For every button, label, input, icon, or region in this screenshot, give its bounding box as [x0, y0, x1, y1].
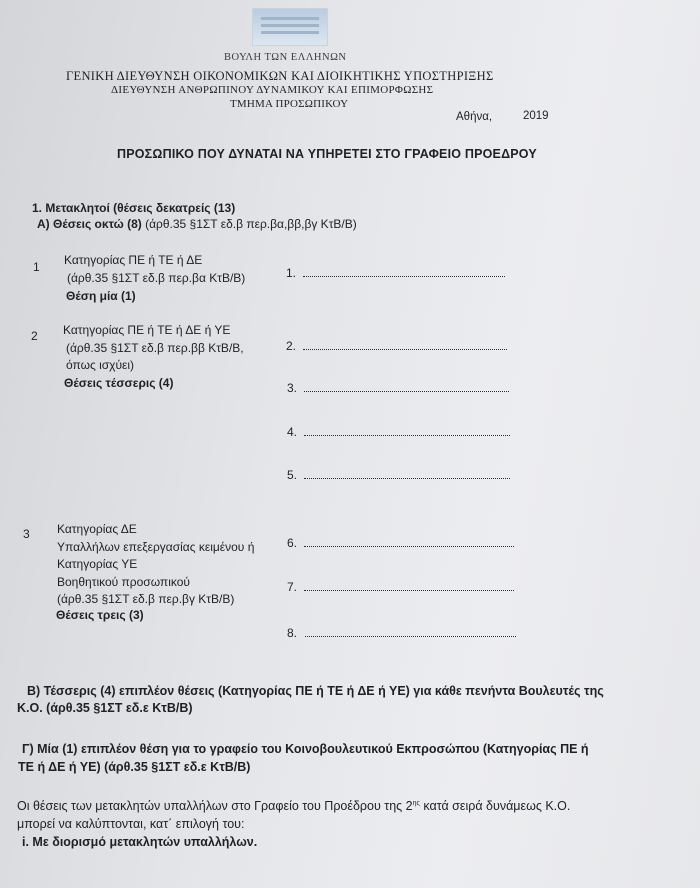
slot-label: 3.	[287, 381, 298, 395]
footer-item-i: i. Με διορισμό μετακλητών υπαλλήλων.	[22, 835, 258, 849]
category3-line5: (άρθ.35 §1ΣΤ εδ.β περ.βγ ΚτΒ/Β)	[57, 592, 235, 606]
category3-line1: Κατηγορίας ΔΕ	[57, 522, 137, 536]
document-title: ΠΡΟΣΩΠΙΚΟ ΠΟΥ ΔΥΝΑΤΑΙ ΝΑ ΥΠΗΡΕΤΕΙ ΣΤΟ ΓΡΑΦΕΙΟ ΠΡΟΕΔΡΟΥ	[117, 147, 537, 161]
slot-input-6[interactable]	[304, 546, 514, 547]
slot-label: 2.	[286, 339, 297, 353]
department: ΤΜΗΜΑ ΠΡΟΣΩΠΙΚΟΥ	[230, 98, 349, 110]
slot-input-2[interactable]	[303, 349, 507, 350]
sectionB-line2: Κ.Ο. (άρθ.35 §1ΣΤ εδ.ε ΚτΒ/Β)	[17, 701, 193, 715]
slot-input-4[interactable]	[304, 435, 510, 436]
section1-subheading	[37, 217, 357, 231]
category1-line2: (άρθ.35 §1ΣΤ εδ.β περ.βα ΚτΒ/Β)	[67, 271, 246, 285]
place-label: Αθήνα,	[456, 111, 493, 123]
directorate: ΔΙΕΥΘΥΝΣΗ ΑΝΘΡΩΠΙΝΟΥ ΔΥΝΑΜΙΚΟΥ ΚΑΙ ΕΠΙΜΟΡΦΩΣΗΣ	[111, 84, 434, 96]
footer-line2: μπορεί να καλύπτονται, κατ΄ επιλογή του:	[17, 817, 245, 831]
category2-line3: όπως ισχύει)	[66, 358, 135, 372]
parliament-emblem	[252, 8, 328, 46]
general-directorate: ΓΕΝΙΚΗ ΔΙΕΥΘΥΝΣΗ ΟΙΚΟΝΟΜΙΚΩΝ ΚΑΙ ΔΙΟΙΚΗΤΙΚΗΣ ΥΠΟΣΤΗΡΙΞΗΣ	[66, 69, 494, 83]
category2-positions: Θέσεις τέσσερις (4)	[64, 376, 174, 390]
sectionB-line1: Β) Τέσσερις (4) επιπλέον θέσεις (Κατηγορίας ΠΕ ή ΤΕ ή ΔΕ ή ΥΕ) για κάθε πενήντα Βουλευτές της	[27, 684, 604, 698]
category3-line3: Κατηγορίας ΥΕ	[57, 557, 138, 571]
slot-input-3[interactable]	[304, 391, 509, 392]
category2-line2: (άρθ.35 §1ΣΤ εδ.β περ.ββ ΚτΒ/Β,	[66, 341, 244, 355]
slot-input-5[interactable]	[304, 478, 510, 479]
category1-positions: Θέση μία (1)	[66, 289, 136, 303]
category3-positions: Θέσεις τρεις (3)	[56, 608, 144, 622]
slot-label: 7.	[287, 580, 298, 594]
slot-label: 8.	[287, 626, 298, 640]
category2-number: 2	[31, 329, 38, 343]
slot-label: 6.	[287, 536, 298, 550]
section1-subheading-bold: Α) Θέσεις οκτώ (8)	[37, 217, 142, 231]
category3-number: 3	[23, 527, 30, 541]
slot-label: 1.	[286, 266, 297, 280]
footer-line1-start: Οι θέσεις των μετακλητών υπαλλήλων στο Γραφείο του Προέδρου της 2	[17, 799, 413, 813]
slot-input-8[interactable]	[305, 636, 516, 637]
category1-number: 1	[33, 260, 40, 274]
slot-label: 4.	[287, 425, 298, 439]
category2-line1: Κατηγορίας ΠΕ ή ΤΕ ή ΔΕ ή ΥΕ	[63, 323, 231, 337]
slot-input-1[interactable]	[303, 276, 505, 277]
parliament-name: ΒΟΥΛΗ ΤΩΝ ΕΛΛΗΝΩΝ	[224, 52, 347, 63]
sectionC-line2: ΤΕ ή ΔΕ ή ΥΕ) (άρθ.35 §1ΣΤ εδ.ε ΚτΒ/Β)	[18, 760, 251, 774]
category3-line2: Υπαλλήλων επεξεργασίας κειμένου ή	[57, 540, 255, 554]
category1-line1: Κατηγορίας ΠΕ ή ΤΕ ή ΔΕ	[64, 253, 203, 267]
year: 2019	[523, 110, 549, 122]
category3-line4: Βοηθητικού προσωπικού	[57, 575, 190, 589]
sectionC-line1: Γ) Μία (1) επιπλέον θέση για το γραφείο του Κοινοβουλευτικού Εκπροσώπου (Κατηγορίας ΠΕ ή	[22, 742, 589, 756]
section1-heading: 1. Μετακλητοί (θέσεις δεκατρείς (13)	[32, 201, 236, 215]
footer-superscript: ης	[412, 799, 420, 807]
slot-input-7[interactable]	[304, 590, 514, 591]
footer-line1-end: κατά σειρά δυνάμεως Κ.Ο.	[419, 799, 571, 813]
section1-subheading-rest: (άρθ.35 §1ΣΤ εδ.β περ.βα,ββ,βγ ΚτΒ/Β)	[141, 217, 357, 231]
footer-line1	[17, 799, 570, 813]
slot-label: 5.	[287, 468, 298, 482]
